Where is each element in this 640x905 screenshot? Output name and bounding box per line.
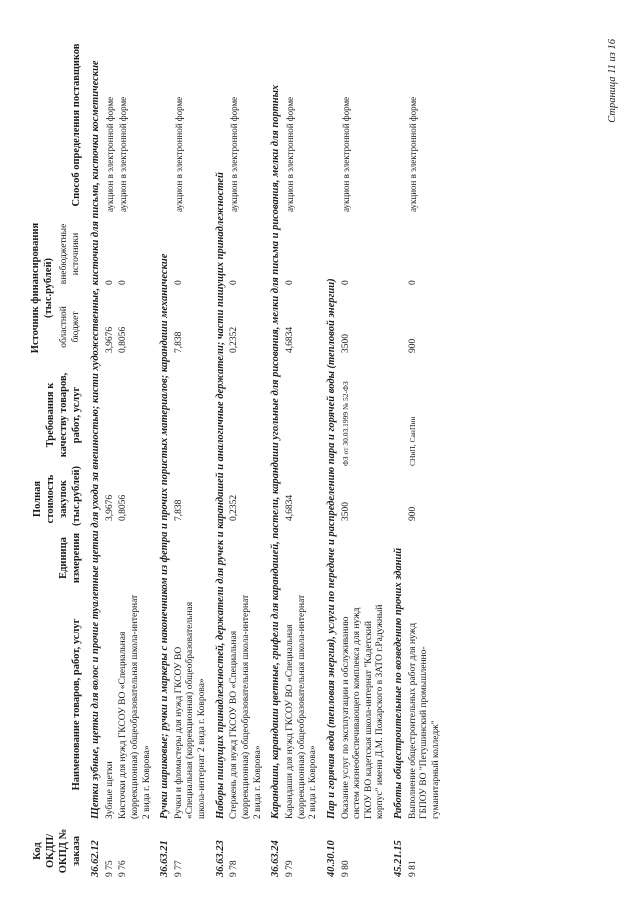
category-name: Работы общестроительные по возведению прочих зданий xyxy=(392,547,404,819)
item-total: 7,838 xyxy=(173,499,184,521)
item-method: аукцион в электронной форме xyxy=(284,96,295,212)
category-row xyxy=(154,35,173,880)
category-row xyxy=(265,35,284,880)
item-regional-budget: 3500 xyxy=(340,334,351,353)
item-number: 9 79 xyxy=(284,860,295,877)
item-extrabudget: 0 xyxy=(104,280,115,285)
header-source: Источник финансирования (тыс.рублей) xyxy=(30,222,55,354)
item-unit xyxy=(284,529,321,587)
item-name: Выполнение общестроительных работ для нужд ГБПОУ ВО "Петушинский промышленно-гуманитарный колледж" xyxy=(407,622,441,819)
header-code: Код ОКДП/ ОКПД № заказа xyxy=(31,828,82,874)
item-unit xyxy=(117,529,154,587)
item-number: 9 77 xyxy=(173,860,184,877)
item-total: 4,6834 xyxy=(284,494,295,521)
item-unit xyxy=(173,529,210,587)
item-total: 3,9676 xyxy=(104,494,115,521)
category-code: 40.30.10 xyxy=(325,840,337,877)
procurement-table xyxy=(28,35,443,880)
category-row xyxy=(388,35,407,880)
item-regional-budget: 7,838 xyxy=(173,331,184,353)
item-name: Оказание услуг по эксплуатации и обслуживанию систем жизнеобеспечивающего комплекса для нужд ГКОУ ВО кадетская школа-интернат "Кадетский корпус" имени Д.М. Пожарского в ЗАТО г.Радужный xyxy=(340,604,386,819)
item-unit xyxy=(228,529,265,587)
item-extrabudget: 0 xyxy=(407,280,418,285)
item-requirements xyxy=(104,361,118,469)
item-requirements xyxy=(228,361,265,469)
item-extrabudget: 0 xyxy=(340,280,351,285)
item-method: аукцион в электронной форме xyxy=(407,96,418,212)
table-body xyxy=(85,35,443,880)
item-unit xyxy=(340,529,388,587)
item-requirements xyxy=(173,361,210,469)
item-name: Стержень для нужд ГКСОУ ВО «Специальная (коррекционная) общеобразовательная школа-интернат 2 вида г. Коврова» xyxy=(229,594,263,819)
table-row xyxy=(173,35,210,880)
item-extrabudget: 0 xyxy=(229,280,240,285)
category-row xyxy=(321,35,340,880)
table-row xyxy=(104,35,118,880)
item-name: Карандаши для нужд ГКСОУ ВО «Специальная (коррекционная) общеобразовательная школа-интернат 2 вида г. Коврова» xyxy=(284,594,319,819)
table-row xyxy=(117,35,154,880)
item-regional-budget: 3,9676 xyxy=(104,326,115,353)
header-source-regional: областной бюджет xyxy=(59,306,82,348)
item-total: 3500 xyxy=(340,502,351,521)
item-regional-budget: 4,6834 xyxy=(284,326,295,353)
item-total: 900 xyxy=(407,506,418,521)
table-header-row xyxy=(28,35,57,880)
item-regional-budget: 0,2352 xyxy=(229,326,240,353)
category-code: 36.63.24 xyxy=(270,840,282,877)
category-code: 45.21.15 xyxy=(392,840,404,877)
procurement-schedule-page xyxy=(28,35,618,880)
item-number: 9 80 xyxy=(340,860,351,877)
page-footer: Страница 11 из 16 xyxy=(607,39,619,123)
item-name: Ручки и фломастеры для нужд ГКСОУ ВО «Специальная (коррекционная) общеобразовательная школа-интернат 2 вида г. Коврова» xyxy=(173,601,208,819)
category-row xyxy=(85,35,104,880)
header-source-extrabudget: внебюджетные источники xyxy=(59,223,82,285)
category-name: Карандаши, карандаши цветные, грифели для карандашей, пастели, карандаши угольные для рисования, мелки для письма и рисования, мелки для портных xyxy=(270,84,282,819)
item-requirements xyxy=(117,361,154,469)
table-row xyxy=(228,35,265,880)
header-method: Способ определения поставщиков xyxy=(70,43,82,207)
item-number: 9 76 xyxy=(118,860,129,877)
item-method: аукцион в электронной форме xyxy=(340,96,351,212)
item-number: 9 78 xyxy=(229,860,240,877)
header-total: Полная стоимость закупок (тыс.рублей) xyxy=(31,465,82,526)
item-regional-budget: 900 xyxy=(407,338,418,353)
item-name: Зубные щетки xyxy=(104,761,115,819)
category-name: Наборы пишущих принадлежностей, держатели для ручек и карандашей и аналогичные держатели; части пишущих принадлежностей xyxy=(214,172,226,819)
item-extrabudget: 0 xyxy=(173,280,184,285)
table-row xyxy=(407,35,444,880)
table-row xyxy=(284,35,321,880)
item-name: Кисточки для нужд ГКСОУ ВО «Специальная (коррекционная) общеобразовательная школа-интернат 2 вида г. Коврова» xyxy=(118,594,152,819)
category-code: 36.62.12 xyxy=(90,840,101,877)
category-row xyxy=(210,35,229,880)
item-method: аукцион в электронной форме xyxy=(118,96,129,212)
category-code: 36.63.21 xyxy=(159,840,171,877)
item-method: аукцион в электронной форме xyxy=(229,96,240,212)
item-number: 9 75 xyxy=(104,860,115,877)
item-extrabudget: 0 xyxy=(118,280,129,285)
item-extrabudget: 0 xyxy=(284,280,295,285)
item-number: 9 81 xyxy=(407,860,418,877)
item-total: 0,2352 xyxy=(229,494,240,521)
item-unit xyxy=(104,529,118,587)
item-requirements: ФЗ от 30.03.1999 № 52-ФЗ xyxy=(340,381,350,466)
category-name: Ручки шариковые; ручки и маркеры с наконечником из фетра и прочих пористых материалов; карандаши механические xyxy=(159,253,171,819)
item-method: аукцион в электронной форме xyxy=(104,96,115,212)
category-code: 36.63.23 xyxy=(214,840,226,877)
item-method: аукцион в электронной форме xyxy=(173,96,184,212)
item-requirements: СНиП, СанПин xyxy=(407,416,417,466)
item-regional-budget: 0,8056 xyxy=(118,326,129,353)
category-name: Пар и горячая вода (тепловая энергия), услуги по передаче и распределению пара и горячей воды (тепловой энергии) xyxy=(325,278,337,819)
item-total: 0,8056 xyxy=(118,494,129,521)
header-requirements: Требования к качеству товаров, работ, услуг xyxy=(44,372,82,458)
item-requirements xyxy=(284,361,321,469)
header-unit: Единица измерения xyxy=(57,532,82,584)
category-name: Щетки зубные, щетки для волос и прочие туалетные щетки для ухода за внешностью; кисти художественные, кисточки для письма, кисточки косметические xyxy=(90,60,101,819)
header-name: Наименование товаров, работ, услуг xyxy=(70,618,82,791)
table-row xyxy=(340,35,388,880)
item-unit xyxy=(407,529,444,587)
